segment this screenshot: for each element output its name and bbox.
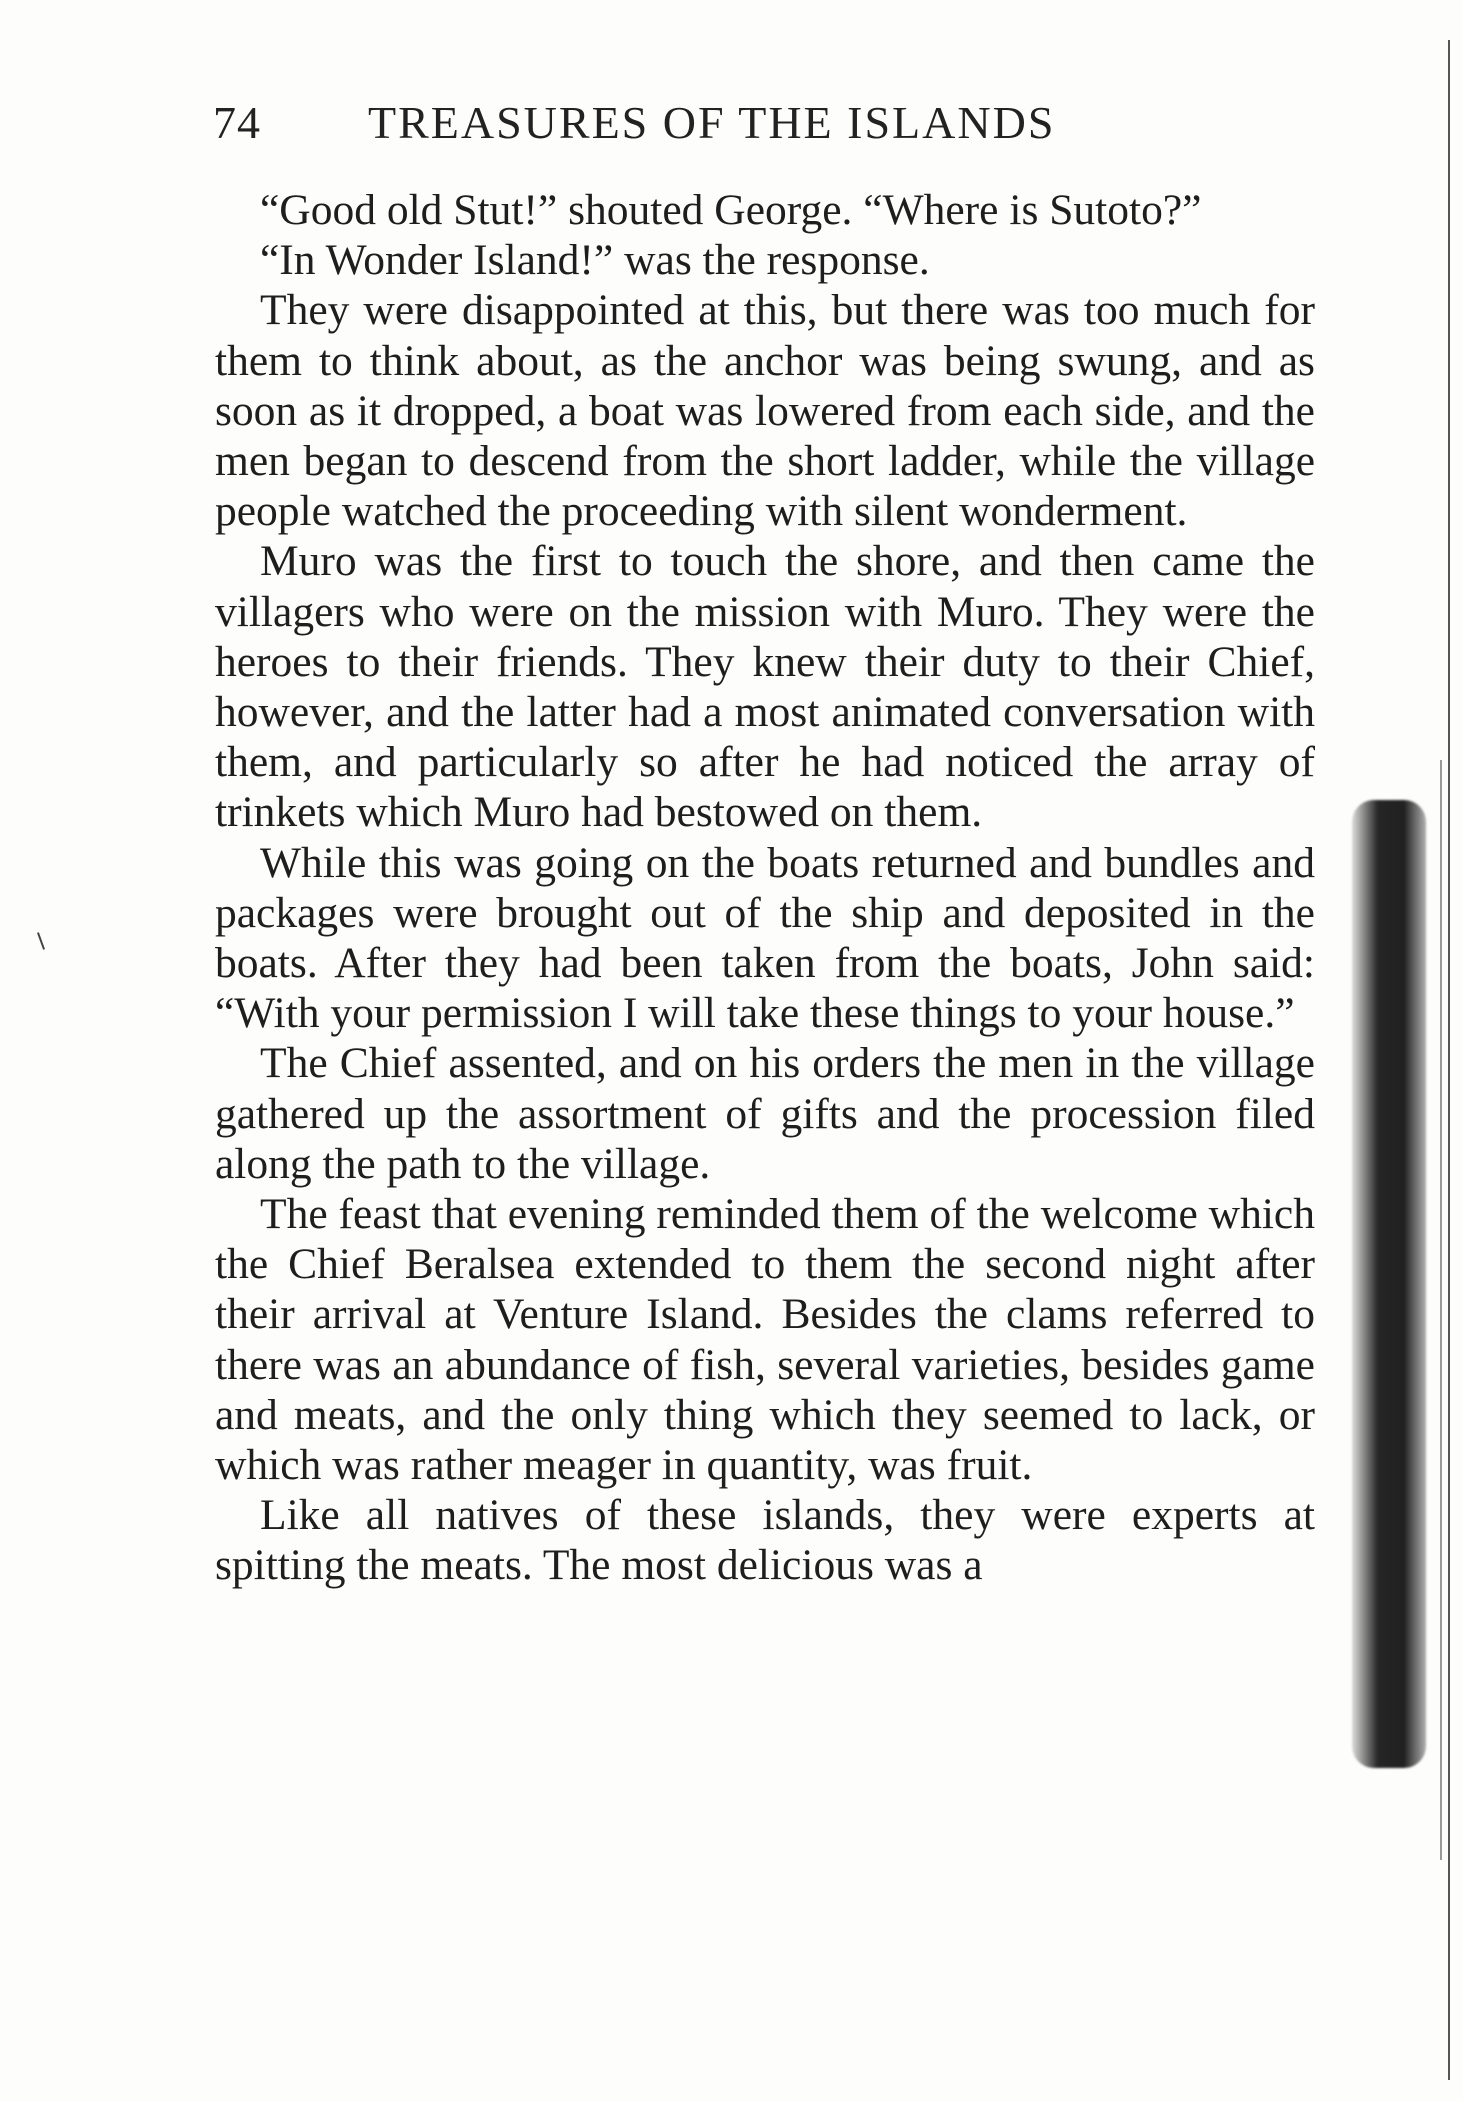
scan-speck (37, 932, 45, 950)
page-edge-line (1448, 40, 1450, 2080)
paragraph: “Good old Stut!” shouted George. “Where is Sutoto?” (260, 186, 1202, 234)
paragraph: They were disappointed at this, but there was too much for them to think about, as the anchor was being swung, and as soon as it dropped, a boat was lowered from each side, and the men began to descend from the short ladder, while the village people watched the proceeding with silent wonderment. (215, 286, 1315, 536)
paragraph: “In Wonder Island!” was the response. (260, 236, 930, 285)
page-header (213, 96, 1313, 156)
paragraph: The feast that evening reminded them of the welcome which the Chief Beralsea extended to them the second night after their arrival at Venture Island. Besides the clams referred to there was an abundance of fish, several varieties, besides game and meats, and the only thing which they seemed to lack, or which was rather meager in quantity, was fruit. (215, 1190, 1315, 1490)
running-title: TREASURES OF THE ISLANDS (368, 97, 1056, 148)
page-edge-inner-line (1440, 760, 1442, 1860)
binding-shadow (1352, 800, 1426, 1768)
paragraph: While this was going on the boats returned and bundles and packages were brought out of the ship and deposited in the boats. After they had been taken from the boats, John said: “With your permission I will take these things to your house.” (215, 838, 1315, 1038)
paragraph: Like all natives of these islands, they were experts at spitting the meats. The most delicious was a (215, 1491, 1315, 1590)
paragraph: Muro was the first to touch the shore, and then came the villagers who were on the mission with Muro. They were the heroes to their friends. They knew their duty to their Chief, however, and the latter had a most animated conversation with them, and particularly so after he had noticed the array of trinkets which Muro had bestowed on them. (215, 537, 1315, 837)
page-number: 74 (213, 97, 261, 148)
paragraph: The Chief assented, and on his orders the men in the village gathered up the assortment of gifts and the procession filed along the path to the village. (215, 1039, 1315, 1188)
body-text (215, 185, 1315, 1591)
